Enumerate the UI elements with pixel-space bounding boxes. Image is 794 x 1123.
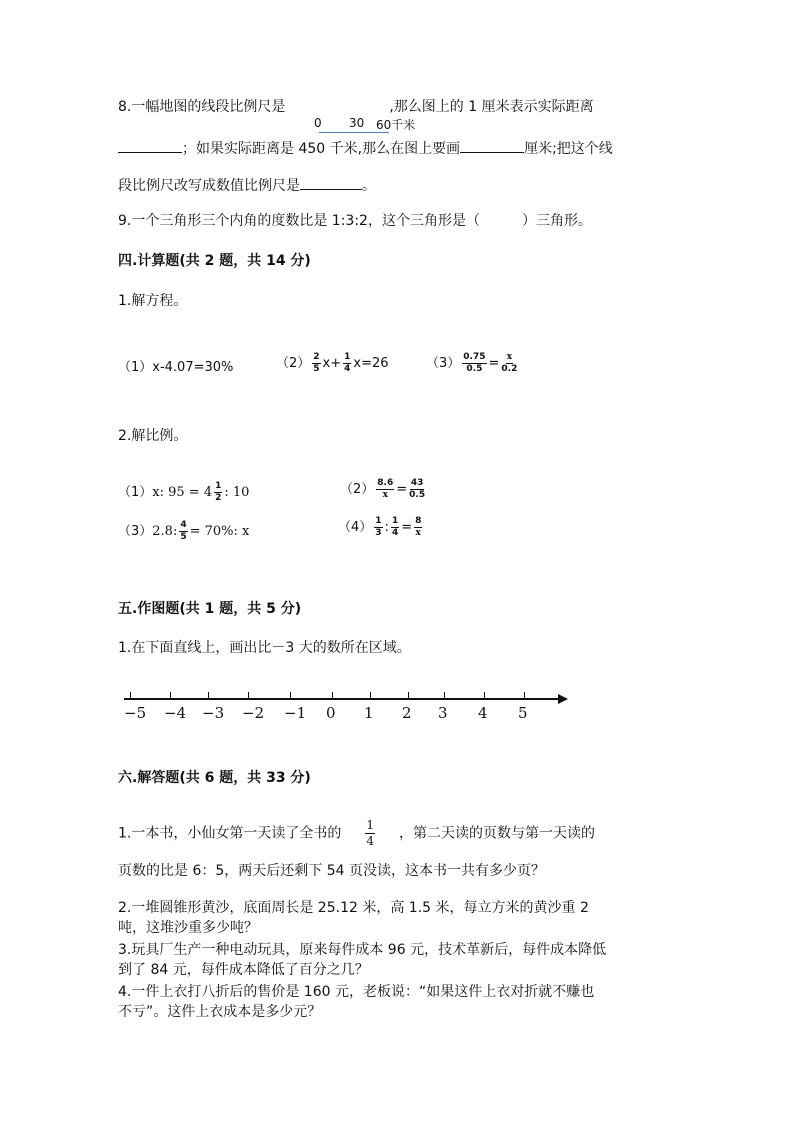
s6-q4-line1: 4.一件上衣打八折后的售价是 160 元，老板说：“如果这件上衣对折就不赚也	[118, 984, 595, 1000]
equation-3	[426, 352, 519, 375]
s6-q4-line2: 不亏”。这件上衣成本是多少元？	[118, 1004, 322, 1020]
number-line-label: −3	[202, 704, 225, 722]
eq2-mid: x+	[322, 356, 342, 371]
number-line-tick	[208, 692, 209, 700]
q8-blank-1[interactable]	[118, 152, 182, 153]
p4-prefix: （4）	[338, 520, 373, 535]
s6-q2-line2: 吨，这堆沙重多少吨？	[118, 920, 258, 936]
number-line-label: 4	[478, 704, 488, 722]
number-line-label: 0	[326, 704, 336, 722]
section6-title: 六.解答题(共 6 题，共 33 分)	[118, 770, 311, 786]
s6-q3-line1: 3.玩具厂生产一种电动玩具，原来每件成本 96 元，技术革新后，每件成本降低	[118, 942, 607, 958]
q8-text-5: 段比例尺改写成数值比例尺是	[118, 178, 300, 194]
number-line-tick	[484, 692, 485, 700]
number-line-tick	[444, 692, 445, 700]
p3-prefix: （3）	[118, 524, 153, 539]
s6-q3-line2: 到了 84 元，每件成本降低了百分之几？	[118, 962, 369, 978]
number-line-tick	[248, 692, 249, 700]
s5-q1-text: 1.在下面直线上，画出比－3 大的数所在区域。	[118, 640, 411, 656]
eq2-fraction-1: $\frac{2}{5}$	[313, 352, 320, 374]
q8-blank-3[interactable]	[300, 189, 362, 190]
number-line-tick	[170, 692, 171, 700]
p2-fraction-1: $\frac{8.6}{x}$	[377, 478, 394, 500]
p3-expr-a: 2.8:	[152, 524, 178, 539]
number-line-tick	[332, 692, 333, 700]
scale-line	[319, 132, 389, 133]
p3-expr-b: = 70%: x	[189, 524, 250, 539]
s4-q2-title: 2.解比例。	[118, 428, 188, 444]
eq3-prefix: （3）	[426, 356, 461, 371]
s6-q1-text-b: ，第二天读的页数与第一天读的	[399, 825, 595, 842]
eq3-equals: =	[488, 356, 500, 371]
number-line[interactable]	[118, 688, 578, 732]
eq2-fraction-2: $\frac{1}{4}$	[344, 352, 351, 374]
p4-colon: :	[384, 520, 389, 535]
equation-1: （1）x-4.07=30%	[118, 360, 234, 375]
s6-q1-fraction: $\frac{1}{4}$	[366, 818, 374, 848]
s6-q1-text-a: 1.一本书，小仙女第一天读了全书的	[118, 825, 342, 842]
q9-text: 9.一个三角形三个内角的度数比是 1:3:2，这个三角形是（ ）三角形。	[118, 213, 592, 229]
p1-expr-b: : 10	[224, 485, 250, 500]
eq2-suffix: x=26	[353, 356, 389, 371]
p1-fraction: $\frac{1}{2}$	[215, 481, 222, 503]
q8-text-1: 8.一幅地图的线段比例尺是	[118, 99, 286, 115]
q8-text-4: 厘米;把这个线	[524, 141, 613, 157]
number-line-label: 5	[518, 704, 528, 722]
p2-prefix: （2）	[340, 482, 375, 497]
equation-2	[276, 352, 389, 375]
scale-label-60: 60千米	[376, 118, 416, 132]
p2-equals: =	[396, 482, 408, 497]
number-line-axis	[124, 698, 560, 700]
eq3-fraction-1: $\frac{0.75}{0.5}$	[463, 352, 486, 374]
s6-q2-line1: 2.一堆圆锥形黄沙，底面周长是 25.12 米，高 1.5 米，每立方米的黄沙重 2	[118, 900, 589, 916]
section4-title: 四.计算题(共 2 题，共 14 分)	[118, 253, 311, 269]
section5-title: 五.作图题(共 1 题，共 5 分)	[118, 601, 302, 617]
p1-prefix: （1）	[118, 485, 153, 500]
p1-expr-a: x: 95 = 4	[152, 485, 213, 500]
arrow-right-icon	[558, 694, 568, 704]
p4-fraction-2: $\frac{1}{4}$	[391, 516, 399, 538]
number-line-label: 1	[364, 704, 374, 722]
proportion-3	[118, 520, 249, 543]
q8-text-3: ；如果实际距离是 450 千米,那么在图上要画	[182, 141, 461, 157]
number-line-label: −2	[242, 704, 265, 722]
proportion-2	[340, 478, 427, 501]
eq2-prefix: （2）	[276, 356, 311, 371]
proportion-1	[118, 481, 249, 504]
scale-label-30: 30	[349, 116, 365, 130]
q8-blank-2[interactable]	[460, 152, 524, 153]
q8-line2	[118, 138, 613, 158]
number-line-label: −4	[164, 704, 187, 722]
s4-q1-title: 1.解方程。	[118, 293, 188, 309]
q8-text-6: 。	[362, 178, 376, 194]
p4-fraction-1: $\frac{1}{3}$	[375, 516, 382, 538]
q8-line1	[118, 96, 594, 116]
number-line-label: −5	[124, 704, 147, 722]
q8-line3	[118, 175, 376, 195]
s6-q1-line2: 页数的比是 6：5，两天后还剩下 54 页没读，这本书一共有多少页？	[118, 863, 545, 879]
p2-fraction-2: $\frac{43}{0.5}$	[409, 478, 426, 500]
number-line-label: 2	[402, 704, 412, 722]
number-line-tick	[370, 692, 371, 700]
p3-fraction: $\frac{4}{5}$	[180, 520, 187, 542]
q8-scale-bar	[314, 116, 422, 134]
proportion-4	[338, 516, 424, 539]
p4-equals: =	[401, 520, 413, 535]
scale-label-0: 0	[314, 116, 322, 130]
s6-q1-line1	[118, 818, 595, 849]
q8-text-2: ,那么图上的 1 厘米表示实际距离	[389, 99, 594, 115]
number-line-label: −1	[284, 704, 307, 722]
number-line-label: 3	[438, 704, 448, 722]
number-line-tick	[290, 692, 291, 700]
number-line-tick	[130, 692, 131, 700]
p4-fraction-3: $\frac{8}{x}$	[415, 516, 422, 538]
eq3-fraction-2: $\frac{x}{0.2}$	[501, 352, 518, 374]
number-line-tick	[408, 692, 409, 700]
number-line-tick	[524, 692, 525, 700]
